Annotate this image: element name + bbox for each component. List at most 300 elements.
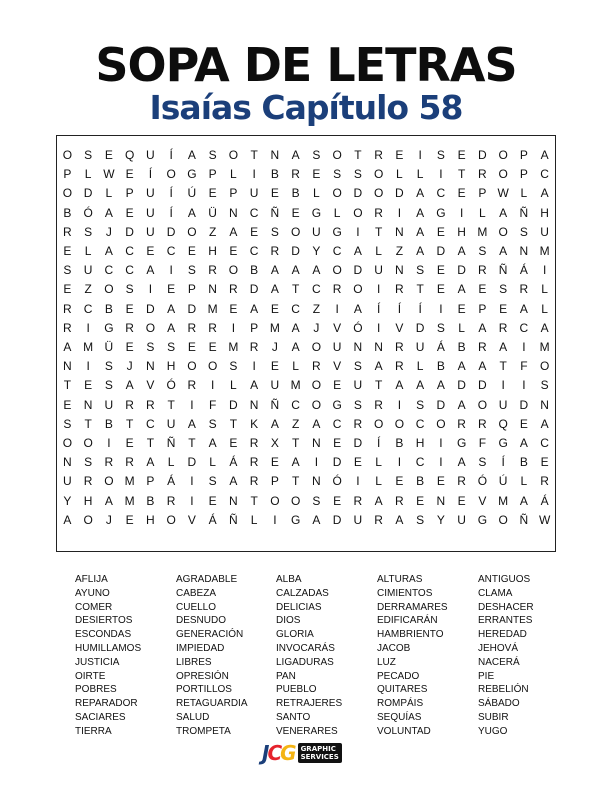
grid-letter[interactable]: N xyxy=(229,205,238,220)
grid-letter[interactable]: A xyxy=(312,263,321,278)
grid-letter[interactable]: A xyxy=(416,224,425,239)
grid-letter[interactable]: E xyxy=(229,244,238,258)
grid-letter[interactable]: A xyxy=(167,301,176,316)
grid-letter[interactable]: R xyxy=(332,282,342,297)
grid-letter[interactable]: I xyxy=(86,359,90,374)
grid-letter[interactable]: I xyxy=(190,474,194,489)
grid-letter[interactable]: E xyxy=(540,455,549,470)
grid-letter[interactable]: A xyxy=(353,244,362,258)
grid-letter[interactable]: R xyxy=(249,455,259,470)
grid-letter[interactable]: U xyxy=(166,416,176,431)
grid-letter[interactable]: R xyxy=(229,282,238,297)
grid-letter[interactable]: Q xyxy=(498,416,508,431)
grid-letter[interactable]: W xyxy=(103,167,115,182)
grid-letter[interactable]: I xyxy=(397,455,402,470)
grid-letter[interactable]: L xyxy=(541,282,548,297)
grid-letter[interactable]: S xyxy=(540,378,549,393)
grid-letter[interactable]: T xyxy=(84,416,92,431)
grid-letter[interactable]: H xyxy=(208,244,217,258)
grid-letter[interactable]: I xyxy=(356,224,360,239)
grid-letter[interactable]: T xyxy=(416,282,424,297)
grid-letter[interactable]: T xyxy=(250,493,258,508)
grid-letter[interactable]: E xyxy=(146,244,155,258)
grid-letter[interactable]: I xyxy=(439,455,443,470)
grid-letter[interactable]: N xyxy=(353,340,363,354)
grid-letter[interactable]: L xyxy=(520,186,528,201)
grid-letter[interactable]: S xyxy=(353,359,362,374)
grid-letter[interactable]: O xyxy=(62,186,73,201)
grid-letter[interactable]: W xyxy=(497,186,509,201)
grid-letter[interactable]: D xyxy=(187,301,197,316)
grid-letter[interactable]: D xyxy=(83,186,93,201)
grid-letter[interactable]: A xyxy=(187,205,196,220)
grid-letter[interactable]: S xyxy=(499,282,508,297)
grid-letter[interactable]: Ú xyxy=(498,474,508,489)
grid-letter[interactable]: U xyxy=(353,512,363,527)
grid-letter[interactable]: S xyxy=(436,320,445,335)
grid-letter[interactable]: I xyxy=(522,378,526,393)
grid-letter[interactable]: V xyxy=(333,320,342,335)
grid-letter[interactable]: V xyxy=(395,320,404,335)
grid-letter[interactable]: D xyxy=(415,320,425,335)
grid-letter[interactable]: B xyxy=(416,474,425,489)
grid-letter[interactable]: L xyxy=(167,455,175,470)
grid-letter[interactable]: R xyxy=(374,205,383,220)
grid-letter[interactable]: O xyxy=(187,224,197,239)
grid-letter[interactable]: E xyxy=(333,378,342,393)
grid-letter[interactable]: O xyxy=(145,320,156,335)
grid-letter[interactable]: D xyxy=(229,397,238,412)
grid-letter[interactable]: R xyxy=(270,244,280,258)
grid-letter[interactable]: A xyxy=(187,148,196,162)
grid-letter[interactable]: N xyxy=(436,493,446,508)
grid-letter[interactable]: R xyxy=(125,455,134,470)
grid-letter[interactable]: A xyxy=(416,378,425,393)
grid-letter[interactable]: L xyxy=(479,205,486,220)
grid-letter[interactable]: G xyxy=(477,512,488,527)
grid-letter[interactable]: T xyxy=(167,397,175,412)
grid-letter[interactable]: H xyxy=(457,224,466,239)
grid-letter[interactable]: D xyxy=(125,224,134,239)
grid-letter[interactable]: J xyxy=(105,512,112,527)
grid-letter[interactable]: P xyxy=(146,474,155,489)
grid-letter[interactable]: E xyxy=(333,493,342,508)
grid-letter[interactable]: N xyxy=(374,340,383,354)
grid-letter[interactable]: U xyxy=(146,186,155,201)
grid-letter[interactable]: S xyxy=(478,244,487,258)
grid-letter[interactable]: I xyxy=(190,397,194,412)
grid-letter[interactable]: U xyxy=(540,224,549,239)
grid-letter[interactable]: A xyxy=(457,359,466,374)
grid-letter[interactable]: O xyxy=(311,397,322,412)
grid-letter[interactable]: C xyxy=(415,455,425,470)
grid-letter[interactable]: I xyxy=(314,455,319,470)
grid-letter[interactable]: A xyxy=(540,186,549,201)
grid-letter[interactable]: I xyxy=(501,378,505,393)
grid-letter[interactable]: I xyxy=(169,263,173,278)
grid-letter[interactable]: R xyxy=(478,167,487,182)
grid-letter[interactable]: Ó xyxy=(477,474,488,489)
grid-letter[interactable]: E xyxy=(436,474,445,489)
grid-letter[interactable]: S xyxy=(229,359,238,374)
grid-letter[interactable]: O xyxy=(353,205,363,220)
grid-letter[interactable]: P xyxy=(250,320,259,335)
grid-letter[interactable]: G xyxy=(456,436,467,450)
grid-letter[interactable]: U xyxy=(415,340,425,354)
grid-letter[interactable]: L xyxy=(333,205,341,220)
grid-letter[interactable]: S xyxy=(478,455,487,470)
grid-letter[interactable]: B xyxy=(146,493,155,508)
grid-letter[interactable]: A xyxy=(250,378,259,393)
grid-letter[interactable]: A xyxy=(270,416,279,431)
grid-letter[interactable]: A xyxy=(312,416,321,431)
grid-letter[interactable]: I xyxy=(252,167,256,182)
grid-letter[interactable]: S xyxy=(270,224,279,239)
grid-letter[interactable]: O xyxy=(311,340,322,354)
grid-letter[interactable]: R xyxy=(353,493,363,508)
grid-letter[interactable]: L xyxy=(396,167,403,182)
grid-letter[interactable]: O xyxy=(436,416,446,431)
grid-letter[interactable]: E xyxy=(63,282,72,297)
grid-letter[interactable]: O xyxy=(228,263,239,278)
grid-letter[interactable]: R xyxy=(146,397,155,412)
grid-letter[interactable]: L xyxy=(84,167,92,182)
grid-letter[interactable]: A xyxy=(374,359,383,374)
grid-letter[interactable]: I xyxy=(356,474,360,489)
grid-letter[interactable]: P xyxy=(519,148,528,162)
grid-letter[interactable]: L xyxy=(375,244,382,258)
grid-letter[interactable]: L xyxy=(313,186,320,201)
grid-letter[interactable]: A xyxy=(540,320,549,335)
grid-letter[interactable]: O xyxy=(104,474,114,489)
grid-letter[interactable]: Ñ xyxy=(519,512,529,527)
grid-letter[interactable]: E xyxy=(229,436,238,450)
grid-letter[interactable]: A xyxy=(478,320,487,335)
grid-letter[interactable]: I xyxy=(335,301,339,316)
grid-letter[interactable]: L xyxy=(230,167,237,182)
grid-letter[interactable]: Y xyxy=(436,512,445,527)
grid-letter[interactable]: R xyxy=(125,397,134,412)
grid-letter[interactable]: O xyxy=(270,493,280,508)
grid-letter[interactable]: O xyxy=(332,263,342,278)
grid-letter[interactable]: J xyxy=(105,224,112,239)
grid-letter[interactable]: C xyxy=(125,244,134,258)
grid-letter[interactable]: D xyxy=(519,397,529,412)
grid-letter[interactable]: H xyxy=(166,359,176,374)
grid-letter[interactable]: T xyxy=(250,148,258,162)
grid-letter[interactable]: S xyxy=(84,224,93,239)
grid-letter[interactable]: E xyxy=(250,224,259,239)
grid-letter[interactable]: C xyxy=(332,416,342,431)
grid-letter[interactable]: Á xyxy=(208,512,217,527)
grid-letter[interactable]: T xyxy=(63,378,72,393)
grid-letter[interactable]: E xyxy=(187,244,196,258)
grid-letter[interactable]: A xyxy=(229,224,238,239)
grid-letter[interactable]: Ó xyxy=(166,378,176,393)
grid-letter[interactable]: R xyxy=(249,340,259,354)
grid-letter[interactable]: Ó xyxy=(353,320,363,335)
grid-letter[interactable]: R xyxy=(187,320,197,335)
grid-letter[interactable]: Z xyxy=(208,224,217,239)
grid-letter[interactable]: S xyxy=(187,263,196,278)
grid-letter[interactable]: E xyxy=(125,167,134,182)
grid-letter[interactable]: O xyxy=(498,148,508,162)
grid-letter[interactable]: E xyxy=(270,455,279,470)
grid-letter[interactable]: V xyxy=(187,512,196,527)
grid-letter[interactable]: I xyxy=(252,359,256,374)
grid-letter[interactable]: A xyxy=(104,493,113,508)
grid-letter[interactable]: B xyxy=(291,186,300,201)
grid-letter[interactable]: N xyxy=(270,148,280,162)
grid-letter[interactable]: A xyxy=(395,378,404,393)
grid-letter[interactable]: N xyxy=(395,263,404,278)
grid-letter[interactable]: U xyxy=(374,263,383,278)
grid-letter[interactable]: O xyxy=(290,224,301,239)
grid-letter[interactable]: P xyxy=(519,167,528,182)
grid-letter[interactable]: D xyxy=(332,455,342,470)
grid-letter[interactable]: M xyxy=(124,474,135,489)
grid-letter[interactable]: T xyxy=(125,416,134,431)
grid-letter[interactable]: D xyxy=(395,186,404,201)
grid-letter[interactable]: A xyxy=(187,416,196,431)
grid-letter[interactable]: O xyxy=(477,397,488,412)
grid-letter[interactable]: C xyxy=(540,436,549,450)
grid-letter[interactable]: R xyxy=(540,474,549,489)
grid-letter[interactable]: P xyxy=(229,186,238,201)
grid-letter[interactable]: M xyxy=(498,493,509,508)
grid-letter[interactable]: M xyxy=(83,340,94,354)
grid-letter[interactable]: O xyxy=(83,436,93,450)
grid-letter[interactable]: Á xyxy=(167,474,176,489)
grid-letter[interactable]: T xyxy=(499,359,507,374)
grid-letter[interactable]: O xyxy=(373,186,384,201)
grid-letter[interactable]: E xyxy=(457,301,466,316)
grid-letter[interactable]: D xyxy=(436,397,446,412)
grid-letter[interactable]: O xyxy=(207,359,218,374)
grid-letter[interactable]: A xyxy=(104,205,113,220)
grid-letter[interactable]: L xyxy=(416,359,424,374)
grid-letter[interactable]: O xyxy=(83,512,93,527)
grid-letter[interactable]: E xyxy=(208,493,217,508)
grid-letter[interactable]: H xyxy=(146,512,155,527)
grid-letter[interactable]: D xyxy=(457,263,466,278)
grid-letter[interactable]: A xyxy=(499,340,508,354)
grid-letter[interactable]: L xyxy=(375,455,382,470)
grid-letter[interactable]: U xyxy=(270,378,280,393)
grid-letter[interactable]: C xyxy=(415,416,425,431)
grid-letter[interactable]: Ü xyxy=(208,205,217,220)
grid-letter[interactable]: K xyxy=(250,416,259,431)
grid-letter[interactable]: R xyxy=(374,397,383,412)
grid-letter[interactable]: L xyxy=(292,359,299,374)
grid-letter[interactable]: U xyxy=(249,186,259,201)
grid-letter[interactable]: E xyxy=(312,167,321,182)
grid-letter[interactable]: Y xyxy=(312,244,321,258)
grid-letter[interactable]: C xyxy=(249,205,259,220)
grid-letter[interactable]: L xyxy=(105,186,113,201)
grid-letter[interactable]: V xyxy=(146,378,155,393)
grid-letter[interactable]: B xyxy=(104,416,113,431)
grid-letter[interactable]: C xyxy=(312,282,321,297)
grid-letter[interactable]: U xyxy=(146,148,155,162)
grid-letter[interactable]: A xyxy=(353,301,362,316)
grid-letter[interactable]: E xyxy=(519,416,528,431)
grid-letter[interactable]: U xyxy=(104,397,114,412)
grid-letter[interactable]: E xyxy=(395,474,404,489)
grid-letter[interactable]: C xyxy=(519,320,529,335)
grid-letter[interactable]: R xyxy=(374,512,383,527)
grid-letter[interactable]: U xyxy=(332,340,342,354)
grid-letter[interactable]: O xyxy=(498,167,508,182)
grid-letter[interactable]: S xyxy=(208,148,217,162)
grid-letter[interactable]: E xyxy=(436,224,445,239)
grid-letter[interactable]: D xyxy=(166,224,176,239)
grid-letter[interactable]: I xyxy=(210,378,215,393)
grid-letter[interactable]: D xyxy=(187,455,197,470)
grid-letter[interactable]: Y xyxy=(63,493,72,508)
grid-letter[interactable]: I xyxy=(439,301,443,316)
grid-letter[interactable]: O xyxy=(332,186,342,201)
grid-letter[interactable]: T xyxy=(291,436,300,450)
grid-letter[interactable]: M xyxy=(207,301,218,316)
grid-letter[interactable]: E xyxy=(436,263,445,278)
grid-letter[interactable]: L xyxy=(520,474,528,489)
grid-letter[interactable]: I xyxy=(148,282,153,297)
grid-letter[interactable]: Ú xyxy=(187,186,197,201)
grid-letter[interactable]: R xyxy=(208,320,217,335)
grid-letter[interactable]: D xyxy=(436,244,446,258)
grid-letter[interactable]: O xyxy=(373,416,384,431)
grid-letter[interactable]: U xyxy=(353,378,363,393)
grid-letter[interactable]: R xyxy=(166,493,176,508)
grid-letter[interactable]: O xyxy=(332,148,342,162)
grid-letter[interactable]: E xyxy=(270,301,279,316)
grid-letter[interactable]: N xyxy=(395,224,404,239)
grid-letter[interactable]: B xyxy=(519,455,528,470)
grid-letter[interactable]: Á xyxy=(519,263,528,278)
grid-letter[interactable]: R xyxy=(498,320,508,335)
grid-letter[interactable]: A xyxy=(63,340,72,354)
grid-letter[interactable]: J xyxy=(313,320,320,335)
grid-letter[interactable]: L xyxy=(250,512,258,527)
grid-letter[interactable]: T xyxy=(188,436,196,450)
grid-letter[interactable]: R xyxy=(63,224,72,239)
grid-letter[interactable]: W xyxy=(538,512,551,527)
grid-letter[interactable]: R xyxy=(291,167,300,182)
grid-letter[interactable]: E xyxy=(457,493,466,508)
grid-letter[interactable]: R xyxy=(457,474,466,489)
grid-letter[interactable]: R xyxy=(249,436,259,450)
grid-letter[interactable]: I xyxy=(397,397,402,412)
grid-letter[interactable]: R xyxy=(125,320,134,335)
grid-letter[interactable]: R xyxy=(187,378,197,393)
grid-letter[interactable]: A xyxy=(312,512,321,527)
grid-letter[interactable]: A xyxy=(457,397,466,412)
grid-letter[interactable]: D xyxy=(353,436,363,450)
grid-letter[interactable]: A xyxy=(63,512,72,527)
grid-letter[interactable]: S xyxy=(416,512,425,527)
grid-letter[interactable]: A xyxy=(540,148,549,162)
grid-letter[interactable]: A xyxy=(291,320,300,335)
grid-letter[interactable]: Í xyxy=(169,186,173,201)
grid-letter[interactable]: H xyxy=(540,205,549,220)
grid-letter[interactable]: T xyxy=(291,282,300,297)
grid-letter[interactable]: B xyxy=(63,205,72,220)
grid-letter[interactable]: F xyxy=(208,397,217,412)
grid-letter[interactable]: I xyxy=(459,205,464,220)
grid-letter[interactable]: A xyxy=(291,263,300,278)
grid-letter[interactable]: Á xyxy=(229,455,238,470)
grid-letter[interactable]: I xyxy=(542,263,547,278)
grid-letter[interactable]: T xyxy=(229,416,238,431)
grid-letter[interactable]: O xyxy=(166,167,176,182)
grid-letter[interactable]: R xyxy=(83,474,93,489)
grid-letter[interactable]: A xyxy=(416,186,425,201)
grid-letter[interactable]: D xyxy=(146,301,155,316)
grid-letter[interactable]: E xyxy=(478,282,487,297)
grid-letter[interactable]: R xyxy=(395,282,404,297)
grid-letter[interactable]: R xyxy=(395,359,404,374)
grid-letter[interactable]: O xyxy=(290,493,301,508)
grid-letter[interactable]: Ñ xyxy=(519,205,529,220)
grid-letter[interactable]: A xyxy=(291,340,300,354)
grid-letter[interactable]: Ñ xyxy=(498,263,508,278)
grid-letter[interactable]: P xyxy=(208,167,217,182)
grid-letter[interactable]: U xyxy=(146,205,155,220)
grid-letter[interactable]: R xyxy=(519,282,529,297)
grid-letter[interactable]: A xyxy=(395,512,404,527)
grid-letter[interactable]: S xyxy=(104,359,113,374)
grid-letter[interactable]: R xyxy=(63,301,72,316)
grid-letter[interactable]: A xyxy=(519,493,528,508)
grid-letter[interactable]: P xyxy=(270,474,279,489)
grid-letter[interactable]: A xyxy=(270,263,279,278)
grid-letter[interactable]: O xyxy=(187,359,197,374)
grid-letter[interactable]: N xyxy=(229,493,238,508)
grid-letter[interactable]: R xyxy=(353,416,363,431)
grid-letter[interactable]: T xyxy=(291,474,300,489)
grid-letter[interactable]: A xyxy=(250,301,259,316)
grid-letter[interactable]: Ó xyxy=(332,474,342,489)
grid-letter[interactable]: C xyxy=(291,301,300,316)
grid-letter[interactable]: Í xyxy=(169,205,173,220)
grid-letter[interactable]: I xyxy=(190,493,194,508)
grid-letter[interactable]: G xyxy=(290,512,301,527)
grid-letter[interactable]: U xyxy=(83,263,93,278)
grid-letter[interactable]: S xyxy=(312,493,321,508)
grid-letter[interactable]: E xyxy=(229,301,238,316)
grid-letter[interactable]: I xyxy=(397,205,402,220)
grid-letter[interactable]: C xyxy=(436,186,446,201)
grid-letter[interactable]: O xyxy=(62,436,73,450)
grid-letter[interactable]: E xyxy=(167,282,176,297)
grid-letter[interactable]: E xyxy=(84,378,93,393)
grid-letter[interactable]: O xyxy=(62,148,73,162)
grid-letter[interactable]: C xyxy=(249,244,259,258)
grid-letter[interactable]: A xyxy=(374,493,383,508)
grid-letter[interactable]: O xyxy=(539,359,550,374)
grid-letter[interactable]: L xyxy=(209,455,216,470)
grid-letter[interactable]: C xyxy=(166,244,176,258)
grid-letter[interactable]: S xyxy=(146,340,155,354)
grid-letter[interactable]: B xyxy=(436,359,445,374)
grid-letter[interactable]: L xyxy=(84,244,92,258)
grid-letter[interactable]: L xyxy=(416,167,424,182)
grid-letter[interactable]: G xyxy=(311,205,322,220)
grid-letter[interactable]: N xyxy=(519,244,529,258)
grid-letter[interactable]: L xyxy=(230,378,237,393)
grid-letter[interactable]: S xyxy=(125,282,134,297)
